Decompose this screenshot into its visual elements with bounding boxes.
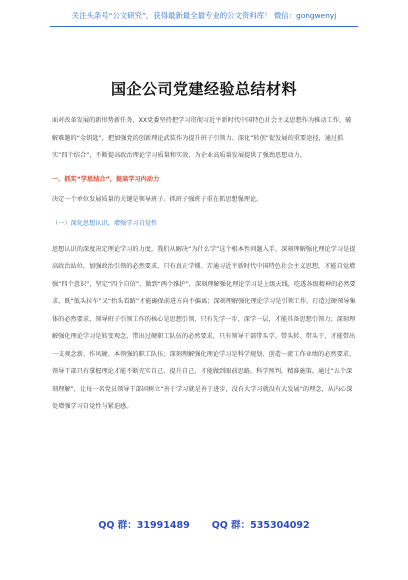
document-title: 国企公司党建经验总结材料 [110, 80, 297, 98]
document-body [52, 112, 356, 416]
footer-contact [0, 519, 408, 533]
footer-qq-group-2: QQ 群：535304092 [211, 520, 310, 531]
section-paragraph: 决定一个单位发展质量的关键是领导班子。抓班子强班子重在抓思想强理论。 [52, 195, 263, 203]
section-heading: 一、抓实“学思结合”，提高学习内动力 [52, 175, 160, 183]
subsection-paragraph: 思想认识的深度决定理论学习的力度。我们从解决“为什么学”这个根本性问题入手，深刻理解强化理论学习是提高政治站位，加强政治引领的必然要求，只有真正学懂、弄通习近平新时代中国特色社会主义思想，才能自觉增强“四个意识”，坚定“四个自信”，做到“两个维护”，深刻理解强化理论学习是上级天线，吃透各级精神的必然要求，既“低头拉车”又“抬头看路”才能确保前进方向不偏离；深刻理解强化理论学习是引领工作，打造过硬领导集体的必然要求，领导班子引领工作的核心是思想引领，只有先学一步、深学一层，才能具备思想引领力；深刻理解强化理论学习是转变观念，带出过硬职工队伍的必然要求，只有领导干部带头学、带头转、带头干，才能带出一支观念新、作风硬、本领强的职工队伍；深刻理解强化理论学习是科学规划、创造一流工作业绩的必然要求，领导干部只有掌握理论才能不断充实自己、提升自己，才能做到眼前思路，科学预判，精准施策。通过“五个深刻理解”，让每一名党员领导干部固树立“善于学习就是善于进步，没有大学习就没有大发展”的理念，从内心深处增强学习自觉性与紧迫感。 [52, 245, 356, 411]
subsection-heading: （一）深化思想认识，增强学习自觉性 [52, 219, 158, 227]
footer-qq-group-1: QQ 群：31991489 [98, 520, 190, 531]
header-promo-link[interactable]: 关注头条号“公文研究”，获得最新最全最专业的公文资料库！ 微信：gongwenyj [71, 11, 337, 20]
intro-paragraph: 面对改革发展的新形势新任务，XX党委坚持把学习贯彻习近平新时代中国特色社会主义思想作为推动工作、破解难题的“金钥匙”，把加强党的创新理论武装作为提升班子引领力、深化“转创”促发展的重要途径，通过抓实“四个结合”，不断提高政治理论学习质量和实效，为企业高质量发展提供了强劲思想动力。 [52, 117, 352, 160]
header-divider [50, 26, 358, 27]
